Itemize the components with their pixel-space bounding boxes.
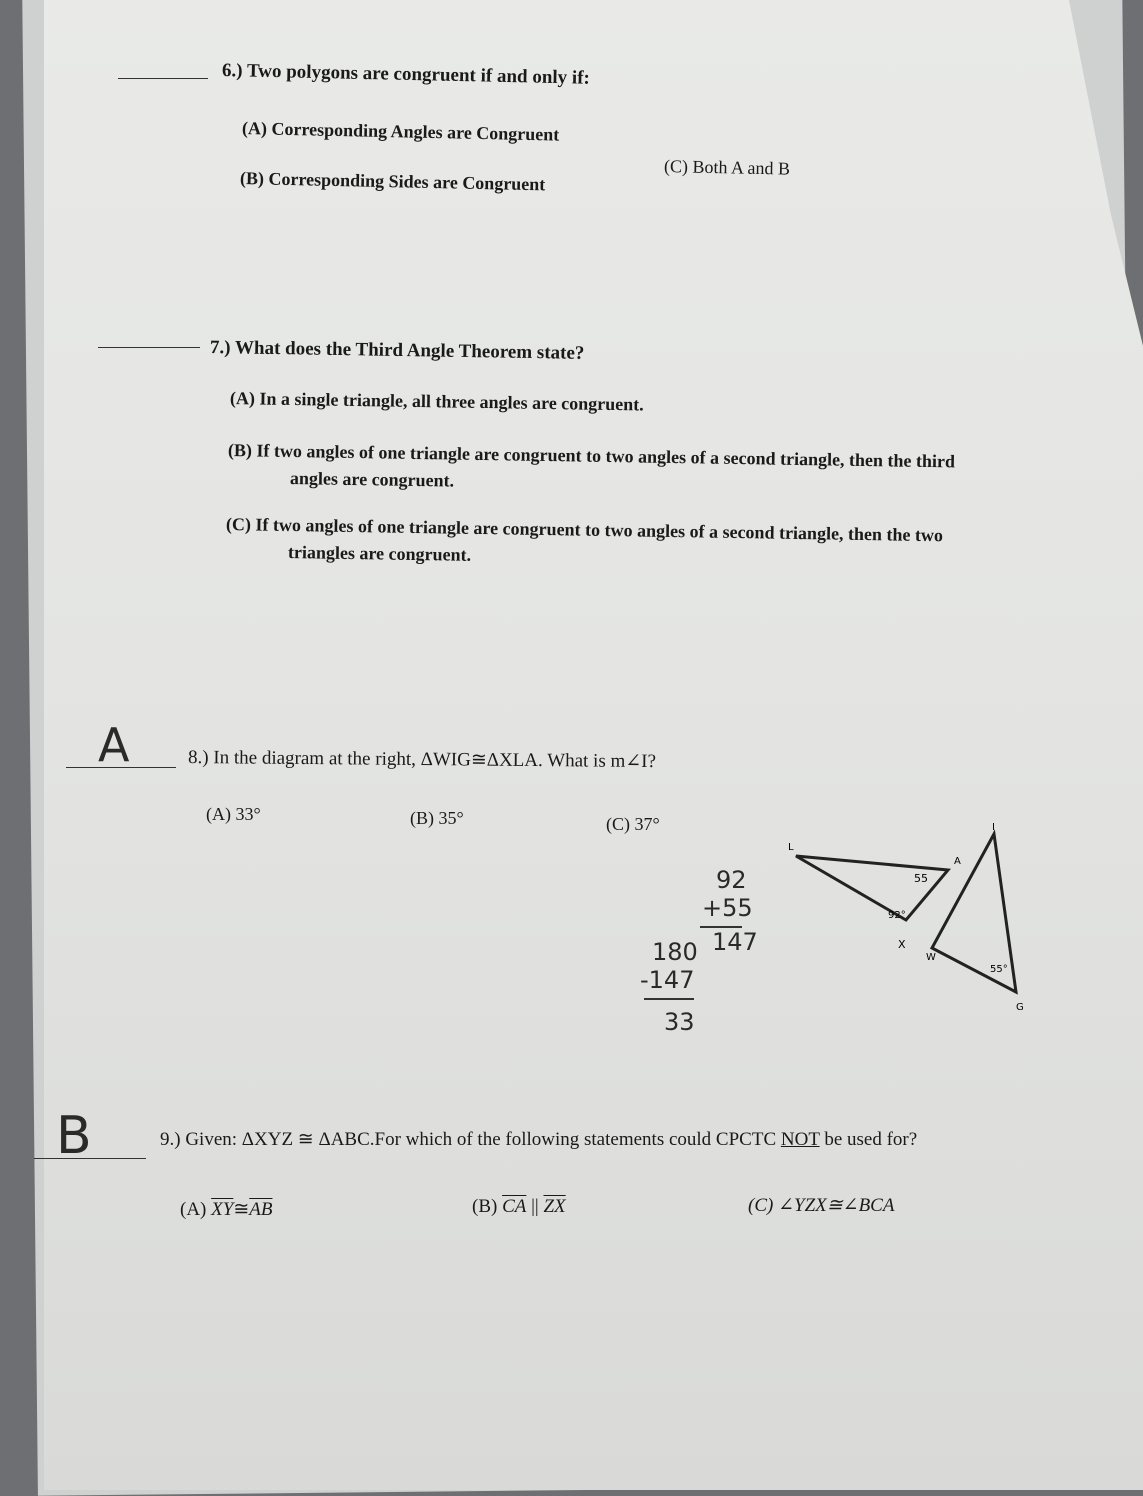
q6-option-a: (A) Corresponding Angles are Congruent (241, 118, 560, 145)
q9-question (160, 1128, 917, 1151)
q9-option-b-label: (B) (472, 1196, 498, 1217)
congruent-symbol: ≅ (233, 1199, 250, 1220)
answer-blank-q6[interactable] (118, 78, 208, 79)
q6-number: 6.) (221, 60, 243, 82)
work-sub-top: 180 (652, 938, 698, 966)
q6-option-b: (B) Corresponding Sides are Congruent (239, 168, 546, 195)
parallel-symbol: || (531, 1196, 539, 1217)
worksheet-page (44, 0, 1143, 1490)
segment-ca: $\overline{CA}$ (502, 1196, 527, 1217)
q9-number: 9.) (160, 1129, 181, 1150)
segment-ab: $\overline{AB}$ (249, 1199, 273, 1220)
label-g: G (1016, 1002, 1024, 1013)
q6-prompt: Two polygons are congruent if and only if: (246, 60, 591, 89)
label-i: I (992, 822, 995, 833)
work-sub-line (644, 998, 694, 1000)
angle-x-label: 92° (888, 910, 906, 921)
q7-option-b-line2: angles are congruent. (289, 468, 455, 491)
work-sub-second: -147 (640, 966, 695, 994)
q9-option-c: (C) ∠YZX≅∠BCA (748, 1195, 895, 1216)
label-l: L (788, 842, 794, 853)
answer-blank-q7[interactable] (98, 347, 200, 348)
q7-option-c-line1: (C) If two angles of one triangle are congruent to two angles of a second triangle, then the two (225, 514, 944, 546)
q8-option-c: (C) 37° (606, 814, 660, 834)
q9-option-a-label: (A) (180, 1199, 207, 1220)
q9-handwritten-answer: B (56, 1106, 92, 1166)
q7-prompt: What does the Third Angle Theorem state? (234, 337, 585, 364)
q6-option-c: (C) Both A and B (663, 156, 791, 179)
q7-number: 7.) (209, 337, 231, 359)
work-add-second: +55 (702, 894, 753, 922)
angle-a-label: 55 (914, 872, 928, 885)
q7-option-b-line1: (B) If two angles of one triangle are congruent to two angles of a second triangle, then the third (227, 440, 956, 472)
label-x: X (898, 938, 906, 951)
work-sub-result: 33 (664, 1008, 695, 1036)
q8-question (188, 746, 656, 773)
triangle-diagram (780, 820, 1060, 1030)
q7-option-a: (A) In a single triangle, all three angles are congruent. (229, 388, 644, 415)
q8-number: 8.) (187, 747, 209, 769)
q8-handwritten-answer: A (98, 718, 130, 772)
q9-prompt: Given: ΔXYZ ≅ ΔABC.For which of the following statements could CPCTC (185, 1129, 781, 1150)
q8-option-b: (B) 35° (410, 808, 464, 828)
work-add-sum: 147 (712, 928, 758, 956)
q9-prompt-not: NOT (780, 1129, 820, 1150)
q9-option-b (472, 1196, 566, 1218)
q9-option-a (180, 1198, 272, 1221)
angle-g-label: 55° (990, 964, 1008, 975)
triangle-xla (796, 856, 948, 920)
segment-xy: $\overline{XY}$ (211, 1199, 234, 1220)
q7-option-c-line2: triangles are congruent. (287, 542, 472, 565)
work-add-top: 92 (716, 866, 747, 894)
q8-option-a: (A) 33° (206, 804, 261, 824)
label-a: A (954, 856, 961, 867)
label-w: W (926, 952, 936, 963)
segment-zx: $\overline{ZX}$ (543, 1196, 566, 1217)
q8-prompt: In the diagram at the right, ΔWIG≅ΔXLA. What is m∠I? (213, 747, 657, 773)
q9-prompt-end: be used for? (819, 1129, 918, 1150)
